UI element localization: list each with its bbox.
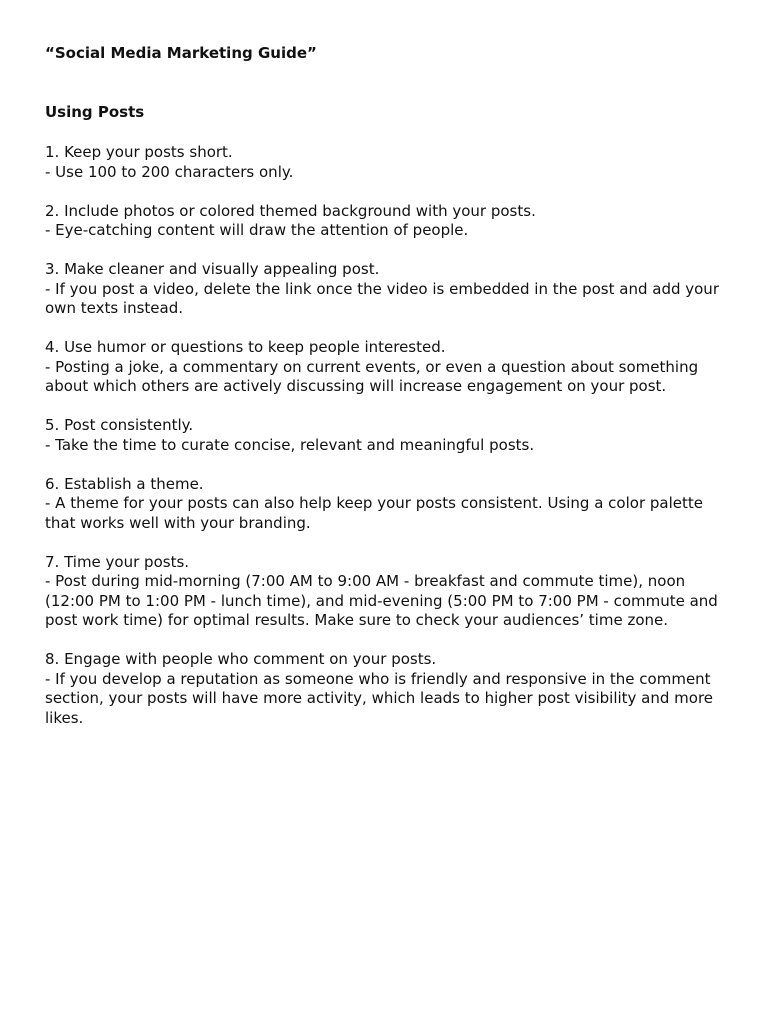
- tip-heading: 2. Include photos or colored themed background with your posts.: [45, 201, 536, 220]
- document-title: “Social Media Marketing Guide”: [45, 44, 317, 62]
- tip-heading: 4. Use humor or questions to keep people interested.: [45, 338, 446, 356]
- tip-detail: - Posting a joke, a commentary on current events, or even a question about something about which others are actively discussing will increase engagement on your post.: [45, 357, 699, 395]
- tip-item: [45, 260, 728, 319]
- tip-heading: 8. Engage with people who comment on your posts.: [45, 650, 437, 668]
- tip-heading: 7. Time your posts.: [45, 552, 190, 571]
- tip-detail: - If you post a video, delete the link once the video is embedded in the post and add your own texts instead.: [45, 279, 719, 317]
- tip-item: [45, 202, 728, 241]
- tip-item: [45, 416, 728, 455]
- tip-heading: 1. Keep your posts short.: [45, 143, 233, 161]
- tip-item: [45, 553, 728, 631]
- tips-list: [45, 143, 728, 728]
- tip-heading: 3. Make cleaner and visually appealing post.: [45, 260, 380, 278]
- tip-item: [45, 338, 728, 397]
- tip-detail: - A theme for your posts can also help keep your posts consistent. Using a color palette that works well with your branding.: [45, 494, 703, 532]
- tip-heading: 5. Post consistently.: [45, 416, 194, 434]
- tip-detail: - If you develop a reputation as someone who is friendly and responsive in the comment section, your posts will have more activity, which leads to higher post visibility and more likes.: [45, 669, 714, 727]
- tip-detail: - Use 100 to 200 characters only.: [45, 162, 294, 181]
- section-heading: Using Posts: [45, 103, 145, 121]
- tip-detail: - Post during mid-morning (7:00 AM to 9:00 AM - breakfast and commute time), noon (12:00 PM to 1:00 PM - lunch time), and mid-evening (5:00 PM to 7:00 PM - commute and post work time) for optimal results. Make sure to check your audiences’ time zone.: [45, 572, 718, 629]
- tip-item: [45, 143, 728, 182]
- tip-item: [45, 650, 728, 728]
- tip-detail: - Take the time to curate concise, relevant and meaningful posts.: [45, 435, 535, 454]
- tip-item: [45, 475, 728, 534]
- tip-heading: 6. Establish a theme.: [45, 474, 204, 493]
- tip-detail: - Eye-catching content will draw the attention of people.: [45, 221, 469, 239]
